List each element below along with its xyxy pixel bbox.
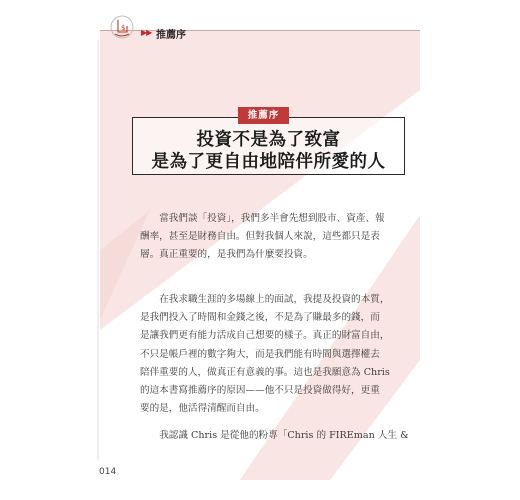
text-line: 是讓我們更有能力活成自己想要的樣子。真正的財富自由， [140,330,390,342]
text-line: 酬率，甚至是財務自由。但對我個人來說，這些都只是表 [140,231,380,243]
section-arrows-icon: ▶▶ [141,28,152,37]
section-label: 推薦序 [156,30,186,41]
text-line: 要的是，他活得清醒而自由。 [140,403,265,415]
rocking-chair-icon [108,12,136,42]
title-badge: 推薦序 [238,107,289,124]
paragraph-2 [140,291,398,418]
text-line: 層。真正重要的，是我們為什麼要投資。 [140,249,313,261]
text-line: 不只是帳戶裡的數字夠大，而是我們能有時間與選擇權去 [140,348,380,360]
text-line: 的這本書寫推薦序的原因——他不只是投資做得好，更重 [140,385,380,397]
page-number: 014 [99,467,117,477]
background-stripe [100,31,420,330]
paragraph-1 [140,210,398,265]
section-header [108,12,408,42]
text-line: 我認識 Chris 是從他的粉專「Chris 的 FIREman 人生 & [159,430,409,441]
page-title-line-2: 是為了更自由地陪伴所愛的人 [151,152,386,172]
page-title-line-1: 投資不是為了致富 [196,130,341,150]
paragraph-3 [140,427,409,445]
svg-text:$: $ [121,24,126,32]
text-line: 在我求職生涯的多場線上的面試，我提及投資的本質， [159,294,390,305]
text-line: 陪伴重要的人，做真正有意義的事。這也是我願意為 Chris [140,366,390,378]
text-line: 當我們談「投資」，我們多半會先想到股市、資產、報 [159,213,385,224]
text-line: 是我們投入了時間和金錢之後，不是為了賺最多的錢，而 [140,312,380,324]
